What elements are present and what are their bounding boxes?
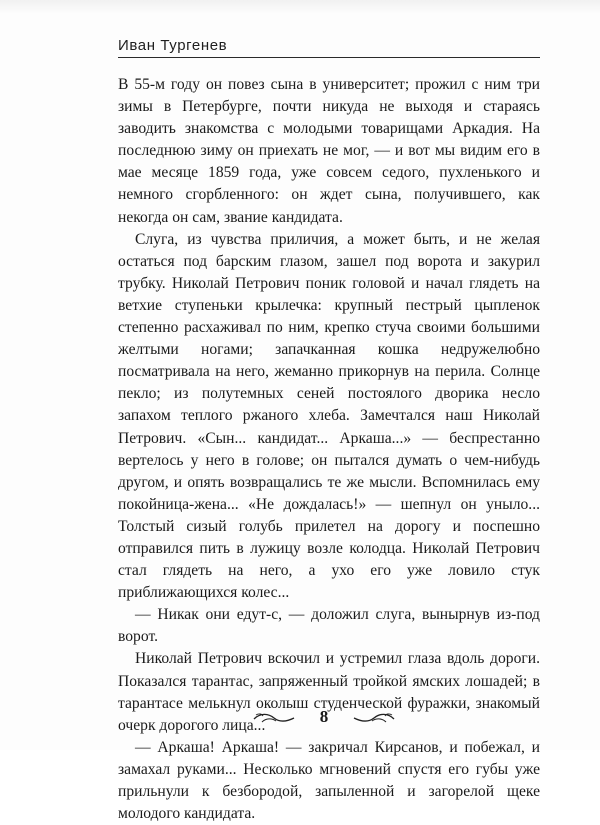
swirl-ornament-icon	[252, 710, 296, 726]
page-number: 8	[319, 707, 329, 726]
paragraph-2: Слуга, из чувства приличия, а может быть, и не желая остаться под барским глазом, зашел под ворота и закурил трубку. Николай Петрович поник головой и начал глядеть на ветхие ступеньки крылечка: крупный пестрый цыплeнок степенно расхаживал по ним, крепко стуча своими большими желтыми ногами; запачканная кошка недружелюбно посматривала на него, жеманно прикорнув на перила. Солнце пекло; из полутемных сеней постоялого дворика несло запахом теплого ржаного хлеба. Замечтался наш Николай Петрович. «Сын... кандидат... Аркаша...» — беспрестанно вертелось у него в голове; он пытался думать о чем-нибудь другом, и опять возвращались те же мысли. Вспомнилась ему покойница-жена... «Не дождалась!» — шепнул он уныло... Толстый сизый голубь прилетел на дорогу и поспешно отправился пить в лужицу возле колодца. Николай Петрович стал глядеть на него, а ухо его уже ловило стук приближающихся колес...	[118, 230, 540, 602]
page-footer	[250, 706, 450, 732]
paragraph-3: — Никак они едут-с, — доложил слуга, вынырнув из-под ворот.	[118, 606, 540, 646]
paragraph-5: — Аркаша! Аркаша! — закричал Кирсанов, и побежал, и замахал руками... Несколько мгновений спустя его губы уже прильнули к безбородой, запыленной и загорелой щеке молодого кандидата.	[118, 738, 540, 823]
page-top-edge	[0, 0, 600, 14]
header-rule	[118, 57, 540, 58]
paragraph-4: Николай Петрович вскочил и устремил глаза вдоль дороги. Показался тарантас, запряженный тройкой ямских лошадей; в тарантасе мелькнул околыш студенческой фуражки, знакомый очерк дорогого лица...	[118, 650, 540, 734]
paragraph-1: В 55-м году он повез сына в университет; прожил с ним три зимы в Петербурге, почти никуда не выходя и стараясь заводить знакомства с молодыми товарищами Аркадия. На последнюю зиму он приехать не мог, — и вот мы видим его в мае месяце 1859 года, уже совсем седого, пухленького и немного сгорбленного: он ждет сына, получившего, как некогда он сам, звание кандидата.	[118, 76, 540, 226]
running-head-author: Иван Тургенев	[118, 37, 228, 54]
swirl-ornament-icon	[352, 710, 396, 726]
